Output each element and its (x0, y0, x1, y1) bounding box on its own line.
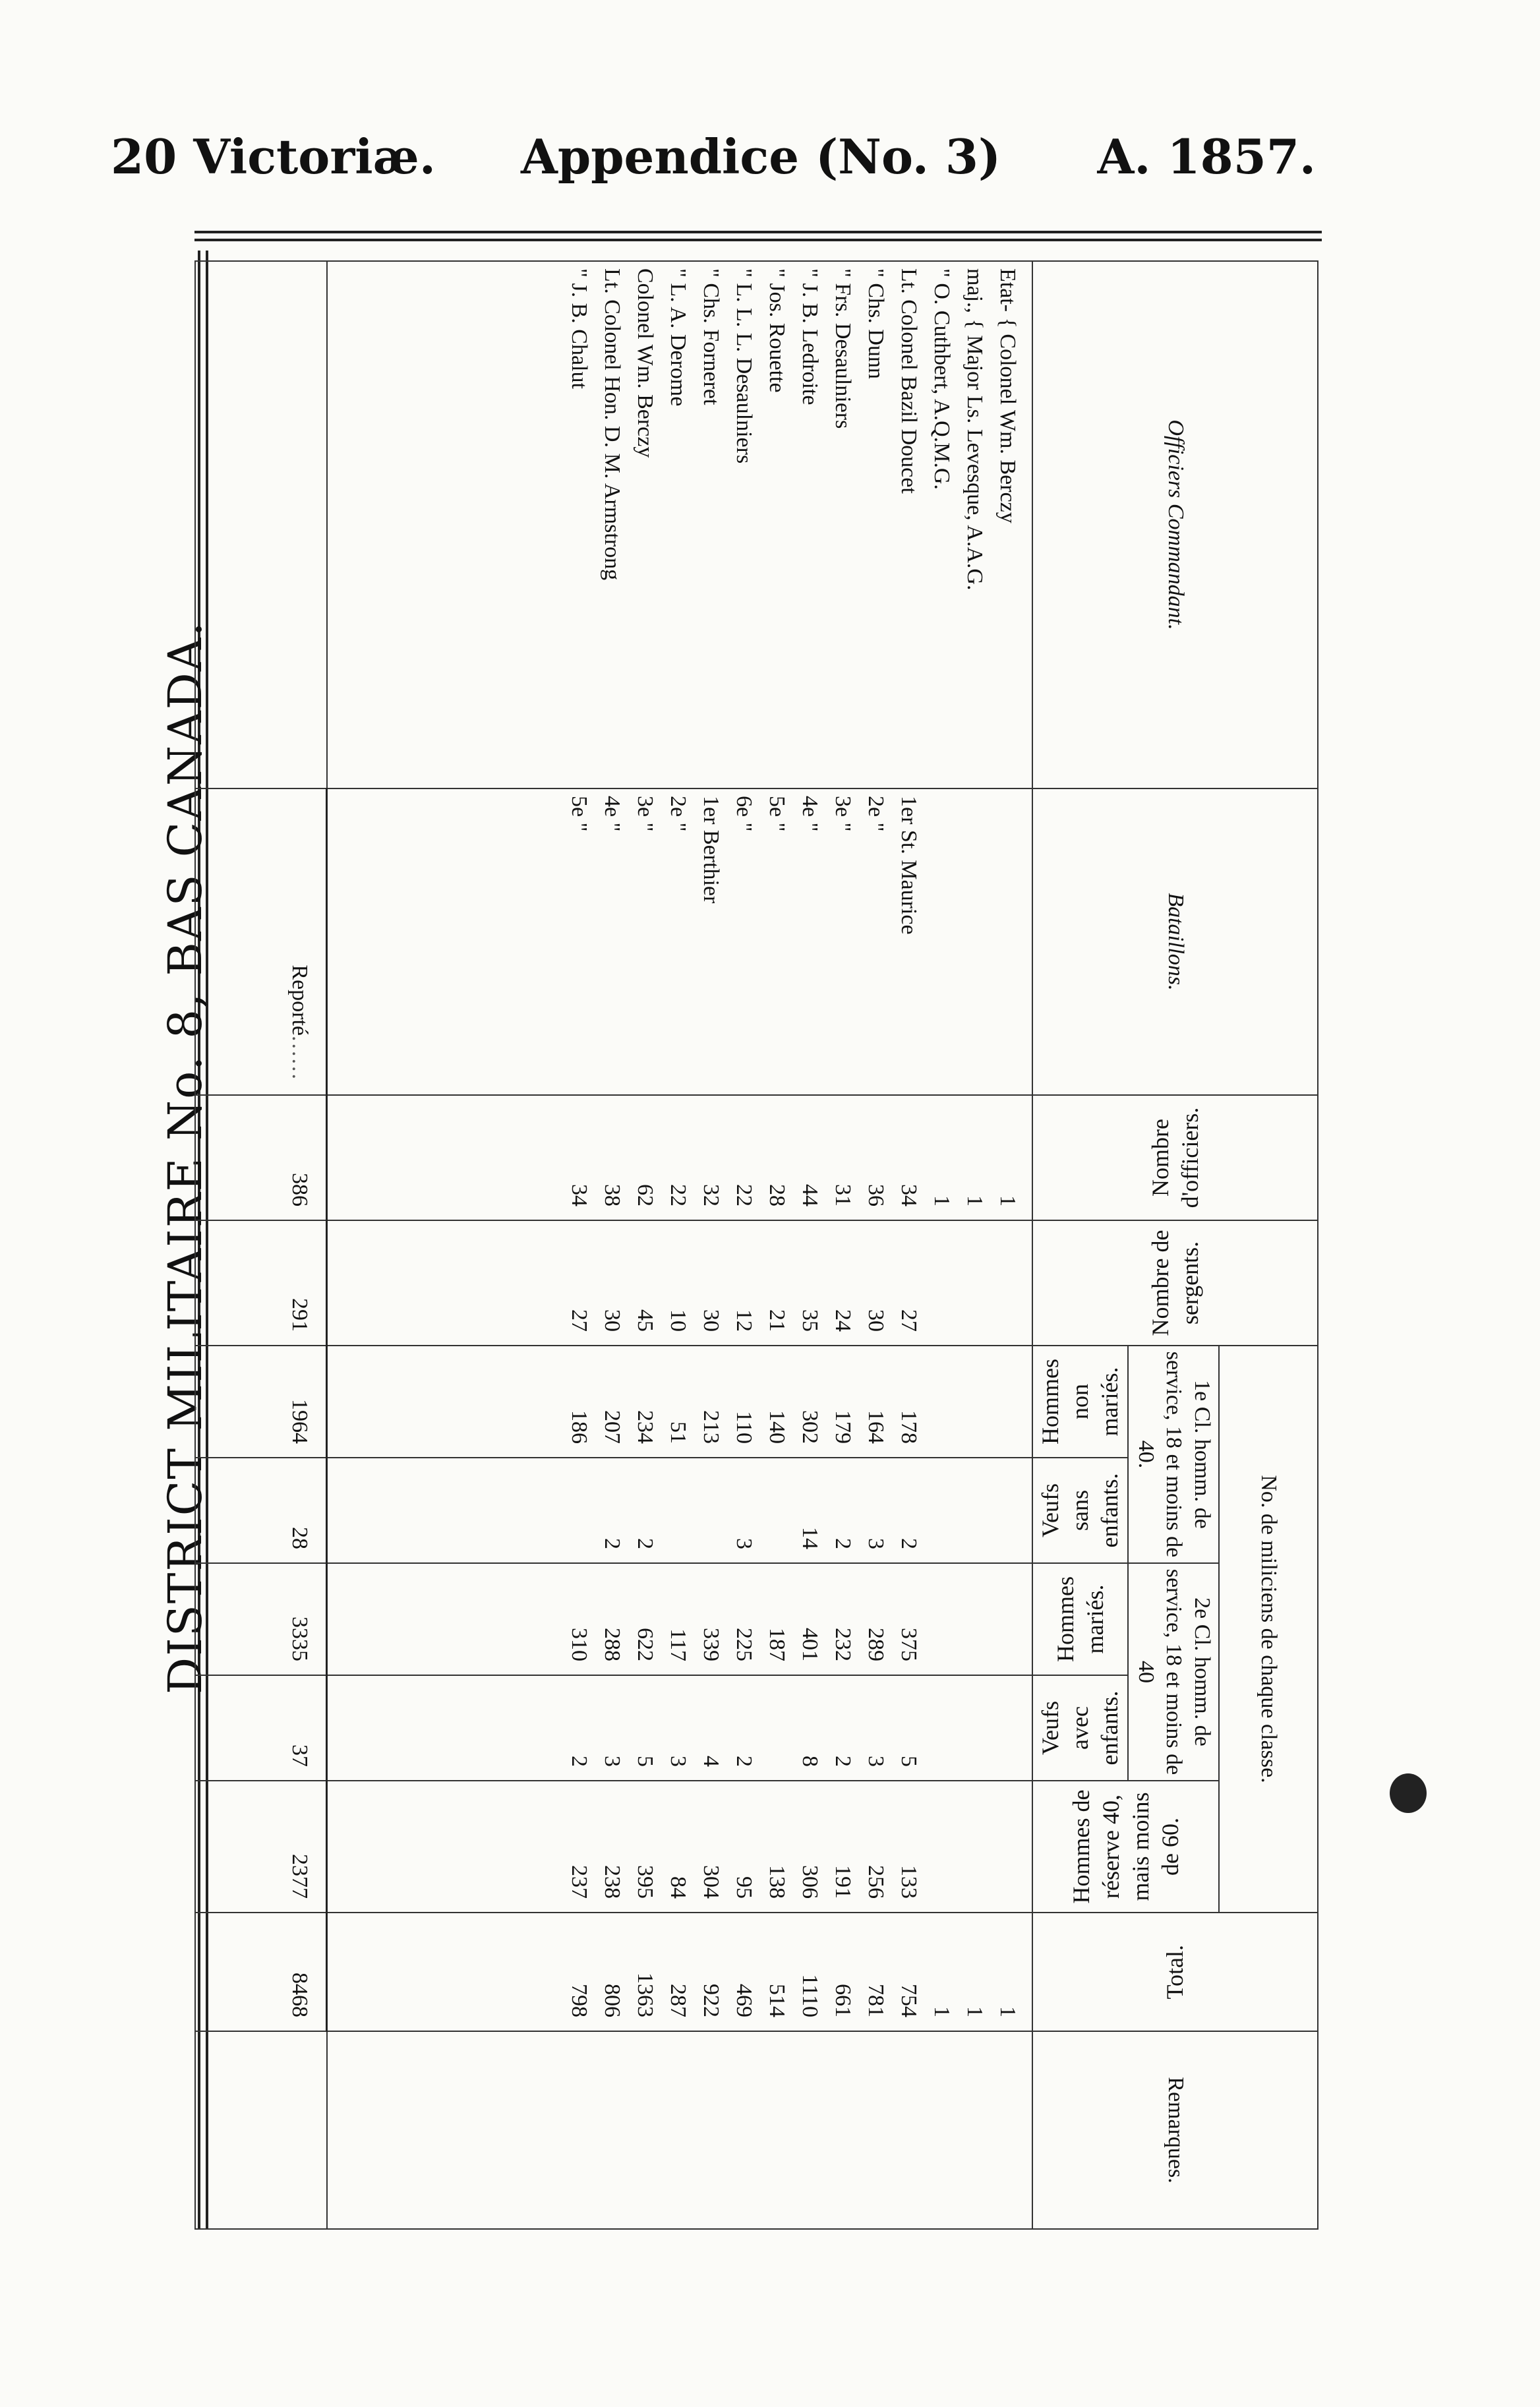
row-non-maries: 213 (699, 1410, 723, 1444)
col-total: Total. (1162, 1944, 1189, 2000)
row-veufs-avec: 8 (798, 1756, 822, 1767)
col-bataillons: Bataillons. (1032, 788, 1318, 1095)
row-sergents: 24 (831, 1309, 855, 1332)
row-veufs-avec: 3 (666, 1756, 690, 1767)
row-maries: 310 (567, 1628, 591, 1661)
row-battalion: 3e " (633, 796, 657, 832)
row-veufs-avec (925, 1682, 958, 1767)
row-total: 781 (864, 1984, 888, 2017)
row-veufs-sans (562, 1465, 595, 1549)
row-battalion: 4e " (600, 796, 624, 832)
total-veufs-avec: 37 (195, 1675, 327, 1781)
reporte-label: Reporté...... (195, 788, 327, 1095)
row-reserve: 256 (864, 1865, 888, 1899)
col-reserve: Hommes de réserve 40, mais moins de 60. (1067, 1789, 1183, 1904)
row-non-maries (991, 1353, 1024, 1444)
row-maries: 401 (798, 1628, 822, 1661)
top-rule-inner (194, 239, 1322, 241)
row-reserve: 133 (897, 1865, 921, 1899)
row-officiers: 62 (633, 1184, 657, 1206)
row-non-maries (925, 1353, 958, 1444)
row-non-maries: 302 (798, 1410, 822, 1444)
row-officer: " Frs. Desaulniers (831, 268, 855, 429)
row-officiers: 1 (995, 1195, 1020, 1206)
row-maries (958, 1570, 991, 1661)
veufs-sans-column (327, 1458, 1032, 1563)
officiers-column (327, 1095, 1032, 1220)
row-battalion: 3e " (831, 796, 855, 832)
total-officiers: 386 (195, 1095, 327, 1220)
row-officer: " J. B. Chalut (567, 268, 591, 389)
col-veufs-sans-enfants: Veufs sans enfants. (1037, 1473, 1123, 1548)
row-reserve: 306 (798, 1865, 822, 1899)
row-veufs-sans: 2 (633, 1538, 657, 1549)
row-officiers: 22 (732, 1184, 756, 1206)
col-remarques: Remarques. (1032, 2031, 1318, 2229)
row-total: 1363 (633, 1973, 657, 2017)
row-officiers: 34 (897, 1184, 921, 1206)
remarques-column (327, 2031, 1032, 2229)
row-total: 287 (666, 1984, 690, 2017)
row-sergents: 27 (567, 1309, 591, 1332)
row-non-maries: 207 (600, 1410, 624, 1444)
row-non-maries: 179 (831, 1410, 855, 1444)
row-officiers: 32 (699, 1184, 723, 1206)
row-sergents: 30 (699, 1309, 723, 1332)
row-veufs-avec: 5 (633, 1756, 657, 1767)
row-maries (991, 1570, 1024, 1661)
row-maries: 117 (666, 1628, 690, 1661)
row-non-maries: 234 (633, 1410, 657, 1444)
row-battalion: 1er St. Maurice (897, 796, 921, 935)
row-officiers: 44 (798, 1184, 822, 1206)
row-officer: " O. Cuthbert, A.Q.M.G. (930, 268, 954, 490)
row-veufs-avec: 3 (600, 1756, 624, 1767)
row-officer: " Chs. Forneret (699, 268, 723, 405)
col-veufs-avec-enfants: Veufs avec enfants. (1037, 1690, 1123, 1766)
row-veufs-sans: 14 (798, 1527, 822, 1549)
row-officiers: 36 (864, 1184, 888, 1206)
row-maries: 339 (699, 1628, 723, 1661)
row-officer: " L. L. L. Desaulniers (732, 268, 756, 464)
row-battalion: 2e " (864, 796, 888, 832)
row-total: 661 (831, 1984, 855, 2017)
row-maries (925, 1570, 958, 1661)
row-maries: 187 (765, 1628, 789, 1661)
row-total: 922 (699, 1984, 723, 2017)
row-non-maries: 164 (864, 1410, 888, 1444)
row-battalion: 1er Berthier (699, 796, 723, 904)
row-total: 1 (930, 2006, 954, 2017)
militia-table-rotated (214, 260, 1318, 2228)
row-sergents: 12 (732, 1309, 756, 1332)
col-group-label: No. de miliciens de chaque classe. (1219, 1346, 1318, 1913)
row-non-maries: 140 (765, 1410, 789, 1444)
row-reserve (958, 1788, 991, 1899)
row-non-maries: 110 (732, 1411, 756, 1444)
row-officer: maj., { Major Ls. Levesque, A.A.G. (962, 268, 987, 591)
row-reserve: 138 (765, 1865, 789, 1899)
row-total: 754 (897, 1984, 921, 2017)
row-veufs-avec (760, 1682, 793, 1767)
row-sergents: 10 (666, 1309, 690, 1332)
row-sergents: 35 (798, 1309, 822, 1332)
row-maries: 232 (831, 1628, 855, 1661)
row-reserve: 95 (732, 1876, 756, 1899)
row-reserve (991, 1788, 1024, 1899)
row-total: 1 (995, 2006, 1020, 2017)
total-column (327, 1913, 1032, 2031)
row-battalion (958, 796, 991, 1088)
row-veufs-sans: 2 (897, 1538, 921, 1549)
header-center: Appendice (No. 3) (521, 129, 1001, 185)
row-maries: 622 (633, 1628, 657, 1661)
row-officiers: 34 (567, 1184, 591, 1206)
row-battalion: 4e " (798, 796, 822, 832)
row-sergents: 30 (864, 1309, 888, 1332)
row-officiers: 28 (765, 1184, 789, 1206)
col-classe1: 1e Cl. homm. de service, 18 et moins de 40. (1129, 1346, 1220, 1563)
row-battalion (991, 796, 1024, 1088)
row-veufs-sans (958, 1465, 991, 1549)
row-officer: " Jos. Rouette (765, 268, 789, 393)
row-total: 514 (765, 1984, 789, 2017)
grand-total: 8468 (195, 1913, 327, 2031)
non-maries-column (327, 1346, 1032, 1458)
header-right: A. 1857. (1097, 129, 1316, 185)
row-officiers: 22 (666, 1184, 690, 1206)
row-veufs-avec (958, 1682, 991, 1767)
row-non-maries: 51 (666, 1421, 690, 1444)
maries-column (327, 1563, 1032, 1675)
col-classe2: 2e Cl. homm. de service, 18 et moins de 40 (1129, 1563, 1220, 1781)
row-reserve (925, 1788, 958, 1899)
row-non-maries (958, 1353, 991, 1444)
sergents-column (327, 1220, 1032, 1346)
row-maries: 288 (600, 1628, 624, 1661)
row-officer: " Chs. Dunn (864, 268, 888, 379)
row-sergents (958, 1228, 991, 1332)
row-reserve: 237 (567, 1865, 591, 1899)
row-sergents: 30 (600, 1309, 624, 1332)
row-veufs-avec: 2 (732, 1756, 756, 1767)
row-sergents (925, 1228, 958, 1332)
battalion-column (327, 788, 1032, 1095)
row-officer: Lt. Colonel Hon. D. M. Armstrong (600, 268, 624, 581)
row-reserve: 191 (831, 1865, 855, 1899)
row-total: 1 (962, 2006, 987, 2017)
row-battalion: 6e " (732, 796, 756, 832)
row-veufs-sans (925, 1465, 958, 1549)
row-veufs-sans (694, 1465, 727, 1549)
row-veufs-sans (760, 1465, 793, 1549)
col-hommes-non-maries: Hommes non mariés. (1037, 1359, 1123, 1444)
row-battalion: 2e " (666, 796, 690, 832)
row-total: 798 (567, 1984, 591, 2017)
row-officer: Etat- { Colonel Wm. Berczy (995, 268, 1020, 523)
row-veufs-sans (991, 1465, 1024, 1549)
row-officiers: 1 (962, 1195, 987, 1206)
row-veufs-avec: 5 (897, 1756, 921, 1767)
row-veufs-sans (661, 1465, 694, 1549)
row-maries: 225 (732, 1628, 756, 1661)
total-maries: 3335 (195, 1563, 327, 1675)
row-veufs-avec (991, 1682, 1024, 1767)
row-veufs-sans: 2 (831, 1538, 855, 1549)
row-veufs-avec: 2 (567, 1756, 591, 1767)
row-officiers: 31 (831, 1184, 855, 1206)
militia-table (194, 260, 1318, 2230)
col-hommes-maries: Hommes mariés. (1052, 1576, 1108, 1662)
row-total: 806 (600, 1984, 624, 2017)
row-sergents: 21 (765, 1309, 789, 1332)
total-sergents: 291 (195, 1220, 327, 1346)
col-nombre-officiers: Nombre d'officiers. (1146, 1107, 1203, 1208)
row-officiers: 1 (930, 1195, 954, 1206)
total-non-maries: 1964 (195, 1346, 327, 1458)
ink-blot (1390, 1773, 1427, 1813)
row-sergents: 45 (633, 1309, 657, 1332)
row-reserve: 84 (666, 1876, 690, 1899)
col-officiers: Officiers Commandant. (1032, 261, 1318, 788)
row-maries: 289 (864, 1628, 888, 1661)
header-left: 20 Victoriæ. (111, 129, 436, 185)
row-battalion (925, 796, 958, 1088)
total-veufs-sans: 28 (195, 1458, 327, 1563)
row-sergents: 27 (897, 1309, 921, 1332)
row-officer: Lt. Colonel Bazil Doucet (897, 268, 921, 494)
row-officer: Colonel Wm. Berczy (633, 268, 657, 458)
row-veufs-sans: 3 (864, 1538, 888, 1549)
row-battalion: 5e " (765, 796, 789, 832)
row-reserve: 304 (699, 1865, 723, 1899)
row-reserve: 395 (633, 1865, 657, 1899)
row-battalion: 5e " (567, 796, 591, 832)
row-non-maries: 186 (567, 1410, 591, 1444)
row-non-maries: 178 (897, 1410, 921, 1444)
row-veufs-avec: 4 (699, 1756, 723, 1767)
reserve-column (327, 1781, 1032, 1913)
row-veufs-avec: 3 (864, 1756, 888, 1767)
row-officer: " L. A. Derome (666, 268, 690, 407)
total-reserve: 2377 (195, 1781, 327, 1913)
row-sergents (991, 1228, 1024, 1332)
veufs-avec-column (327, 1675, 1032, 1781)
row-veufs-sans: 2 (600, 1538, 624, 1549)
row-total: 469 (732, 1984, 756, 2017)
row-officiers: 38 (600, 1184, 624, 1206)
top-rule (194, 231, 1322, 233)
col-nombre-sergents: Nombre de sergents. (1146, 1230, 1203, 1336)
row-veufs-sans: 3 (732, 1538, 756, 1549)
row-officer: " J. B. Ledroite (798, 268, 822, 405)
officer-column (327, 261, 1032, 788)
row-veufs-avec: 2 (831, 1756, 855, 1767)
row-reserve: 238 (600, 1865, 624, 1899)
page-title: DISTRICT MILITAIRE No. 8, BAS CANADA. (158, 620, 212, 1694)
row-total: 1110 (798, 1974, 822, 2017)
row-maries: 375 (897, 1628, 921, 1661)
